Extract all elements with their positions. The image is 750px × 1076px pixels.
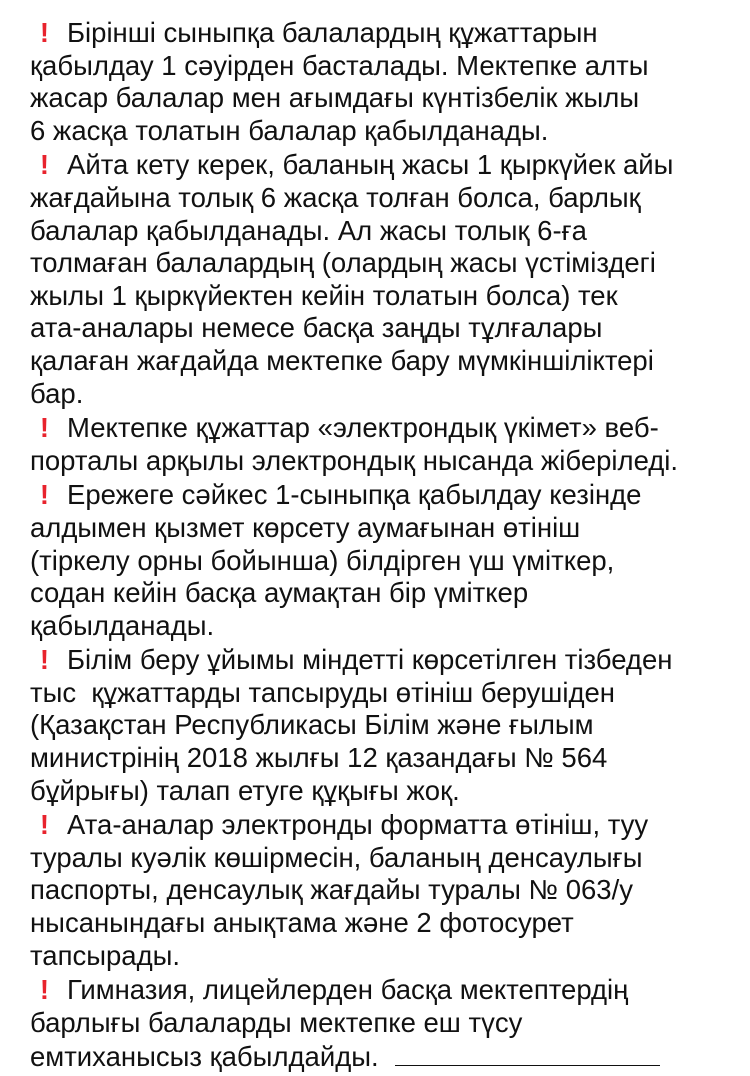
exclamation-mark-icon: ! <box>39 644 50 676</box>
exclamation-mark-icon: ! <box>39 479 50 511</box>
paragraph-text: Білім беру ұйымы міндетті көрсетілген тізбеден тыс құжаттарды тапсыруды өтініш берушіден (Қазақстан Республикасы Білім және ғылым министрінің 2018 жылғы 12 қазандағы № 564 бұйрығы) талап етуге құқығы жоқ. <box>30 644 673 806</box>
paragraph-3 <box>30 412 730 477</box>
paragraph-text: Гимназия, лицейлерден басқа мектептердің барлығы балаларды мектепке еш түсу емтиханысыз қабылдайды. <box>30 974 629 1073</box>
paragraph-5 <box>30 644 730 807</box>
paragraph-7 <box>30 974 730 1074</box>
exclamation-mark-icon: ! <box>39 17 50 48</box>
paragraph-6 <box>30 809 730 972</box>
paragraph-2 <box>30 149 730 410</box>
paragraph-text: Ата-аналар электронды форматта өтініш, туу туралы куәлік көшірмесін, баланың денсаулығы паспорты, денсаулық жағдайы туралы № 063/у нысанындағы анықтама және 2 фотосурет тапсырады. <box>30 809 649 971</box>
exclamation-mark-icon: ! <box>39 974 50 1006</box>
note-body <box>30 17 730 1076</box>
paragraph-text: Бірінші сыныпқа балалардың құжаттарын қабылдау 1 сәуірден басталады. Мектепке алты жасар балалар мен ағымдағы күнтізбелік жылы 6 жасқа толатын балалар қабылданады. <box>30 17 649 146</box>
exclamation-mark-icon: ! <box>39 412 50 444</box>
paragraph-1 <box>30 17 730 147</box>
paragraph-text: Айта кету керек, баланың жасы 1 қыркүйек айы жағдайына толық 6 жасқа толған болса, барлық балалар қабылданады. Ал жасы толық 6-ға толмаған балалардың (олардың жасы үстіміздегі жылы 1 қыркүйектен кейін толатын болса) тек ата-аналары немесе басқа заңды тұлғалары қалаған жағдайда мектепке бару мүмкіншіліктері бар. <box>30 149 674 409</box>
paragraph-text: Мектепке құжаттар «электрондық үкімет» веб- порталы арқылы электрондық нысанда жіберіледі. <box>30 412 679 476</box>
paragraph-4 <box>30 479 730 642</box>
paragraph-text: Ережеге сәйкес 1-сыныпқа қабылдау кезінде алдымен қызмет көрсету аумағынан өтініш (тіркелу орны бойынша) білдірген үш үміткер, содан кейін басқа аумақтан бір үміткер қабылданады. <box>30 479 642 641</box>
fill-in-underline <box>395 1039 660 1066</box>
exclamation-mark-icon: ! <box>39 149 50 181</box>
exclamation-mark-icon: ! <box>39 809 50 841</box>
